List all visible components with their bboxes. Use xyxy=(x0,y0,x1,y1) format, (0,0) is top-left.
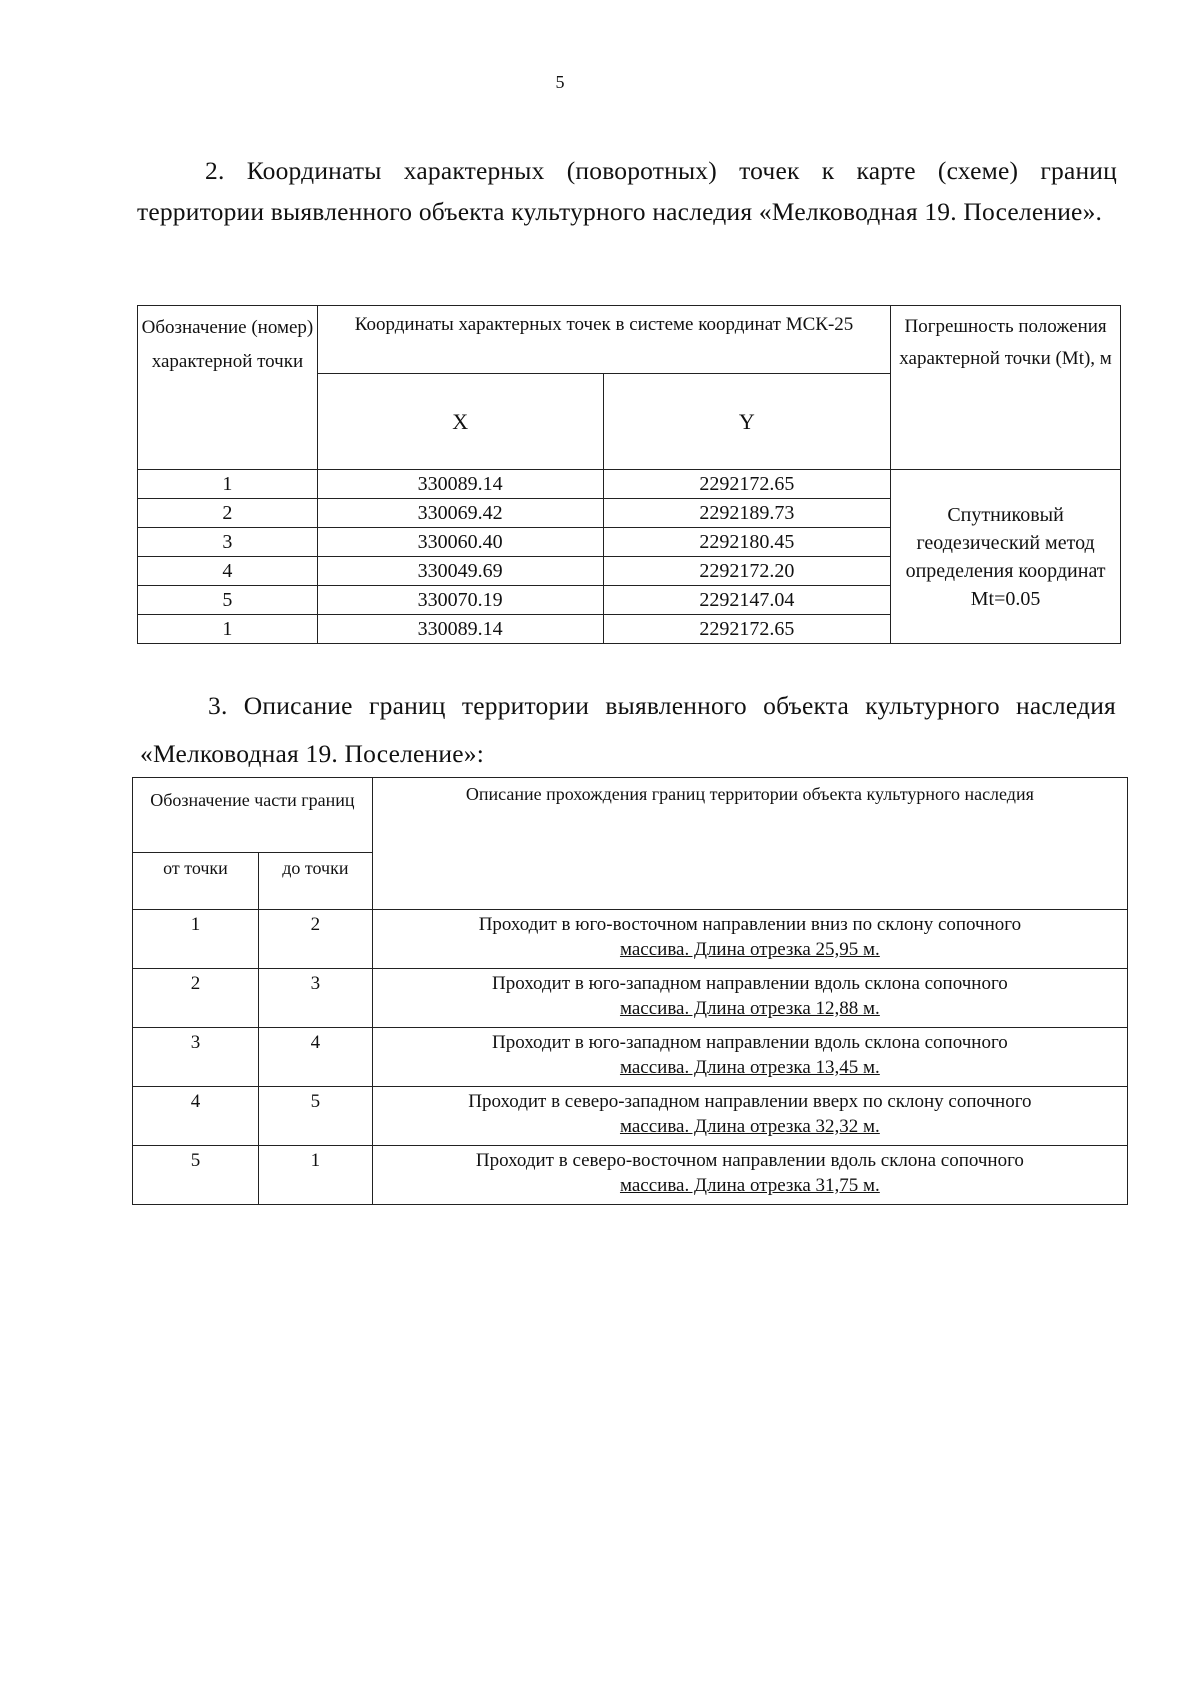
point-number: 4 xyxy=(138,557,318,586)
accuracy-value: Спутниковый геодезический метод определения координат Mt=0.05 xyxy=(891,470,1121,644)
coord-x: 330060.40 xyxy=(317,528,603,557)
page-number: 5 xyxy=(555,72,565,92)
table-row xyxy=(133,969,1128,1028)
point-number: 2 xyxy=(138,499,318,528)
header-boundary-description: Описание прохождения границ территории объекта культурного наследия xyxy=(372,778,1127,910)
point-number: 3 xyxy=(138,528,318,557)
header-point: Обозначение (номер) характерной точки xyxy=(138,306,318,470)
header-coordinates: Координаты характерных точек в системе координат МСК-25 xyxy=(317,306,890,374)
header-from-point: от точки xyxy=(133,853,259,910)
description-line-1: Проходит в северо-западном направлении вверх по склону сопочного xyxy=(468,1091,1032,1112)
table-row xyxy=(133,1087,1128,1146)
from-point: 1 xyxy=(133,910,259,969)
coord-x: 330069.42 xyxy=(317,499,603,528)
coord-y: 2292189.73 xyxy=(603,499,891,528)
description-line-2: массива. Длина отрезка 25,95 м. xyxy=(619,939,880,960)
description-line-2: массива. Длина отрезка 13,45 м. xyxy=(619,1057,880,1078)
boundary-description xyxy=(372,1028,1127,1087)
from-point: 4 xyxy=(133,1087,259,1146)
point-number: 5 xyxy=(138,586,318,615)
to-point: 2 xyxy=(258,910,372,969)
header-boundary-part: Обозначение части границ xyxy=(133,778,373,853)
description-line-2: массива. Длина отрезка 12,88 м. xyxy=(619,998,880,1019)
section-2-heading xyxy=(137,150,1117,232)
to-point: 4 xyxy=(258,1028,372,1087)
point-number: 1 xyxy=(138,470,318,499)
coord-x: 330089.14 xyxy=(317,470,603,499)
section-3-heading xyxy=(140,682,1116,778)
to-point: 3 xyxy=(258,969,372,1028)
boundary-description xyxy=(372,1146,1127,1205)
header-y: Y xyxy=(603,374,891,470)
coord-x: 330049.69 xyxy=(317,557,603,586)
boundary-description xyxy=(372,1087,1127,1146)
coordinates-table xyxy=(137,305,1121,644)
coord-y: 2292180.45 xyxy=(603,528,891,557)
from-point: 2 xyxy=(133,969,259,1028)
table-row xyxy=(133,1028,1128,1087)
description-line-1: Проходит в юго-восточном направлении вниз по склону сопочного xyxy=(478,914,1022,935)
description-line-1: Проходит в северо-восточном направлении вдоль склона сопочного xyxy=(475,1150,1024,1171)
coord-y: 2292172.20 xyxy=(603,557,891,586)
table-row xyxy=(138,470,1121,499)
table-row xyxy=(133,910,1128,969)
to-point: 5 xyxy=(258,1087,372,1146)
header-x: X xyxy=(317,374,603,470)
section-2-text: 2. Координаты характерных (поворотных) точек к карте (схеме) границ территории выявленного объекта культурного наследия «Мелководная 19. Поселение». xyxy=(137,156,1117,226)
table-row xyxy=(133,1146,1128,1205)
from-point: 3 xyxy=(133,1028,259,1087)
description-line-2: массива. Длина отрезка 31,75 м. xyxy=(619,1175,880,1196)
description-line-1: Проходит в юго-западном направлении вдоль склона сопочного xyxy=(492,1032,1008,1053)
coord-y: 2292172.65 xyxy=(603,470,891,499)
to-point: 1 xyxy=(258,1146,372,1205)
coord-x: 330089.14 xyxy=(317,615,603,644)
header-to-point: до точки xyxy=(258,853,372,910)
from-point: 5 xyxy=(133,1146,259,1205)
description-line-2: массива. Длина отрезка 32,32 м. xyxy=(619,1116,880,1137)
section-3-text: 3. Описание границ территории выявленного объекта культурного наследия «Мелководная 19. Поселение»: xyxy=(140,691,1116,768)
description-line-1: Проходит в юго-западном направлении вдоль склона сопочного xyxy=(492,973,1008,994)
coord-y: 2292172.65 xyxy=(603,615,891,644)
boundary-description-table xyxy=(132,777,1128,1205)
boundary-description xyxy=(372,910,1127,969)
coord-y: 2292147.04 xyxy=(603,586,891,615)
boundary-description xyxy=(372,969,1127,1028)
header-accuracy: Погрешность положения характерной точки (Mt), м xyxy=(891,306,1121,470)
point-number: 1 xyxy=(138,615,318,644)
coord-x: 330070.19 xyxy=(317,586,603,615)
